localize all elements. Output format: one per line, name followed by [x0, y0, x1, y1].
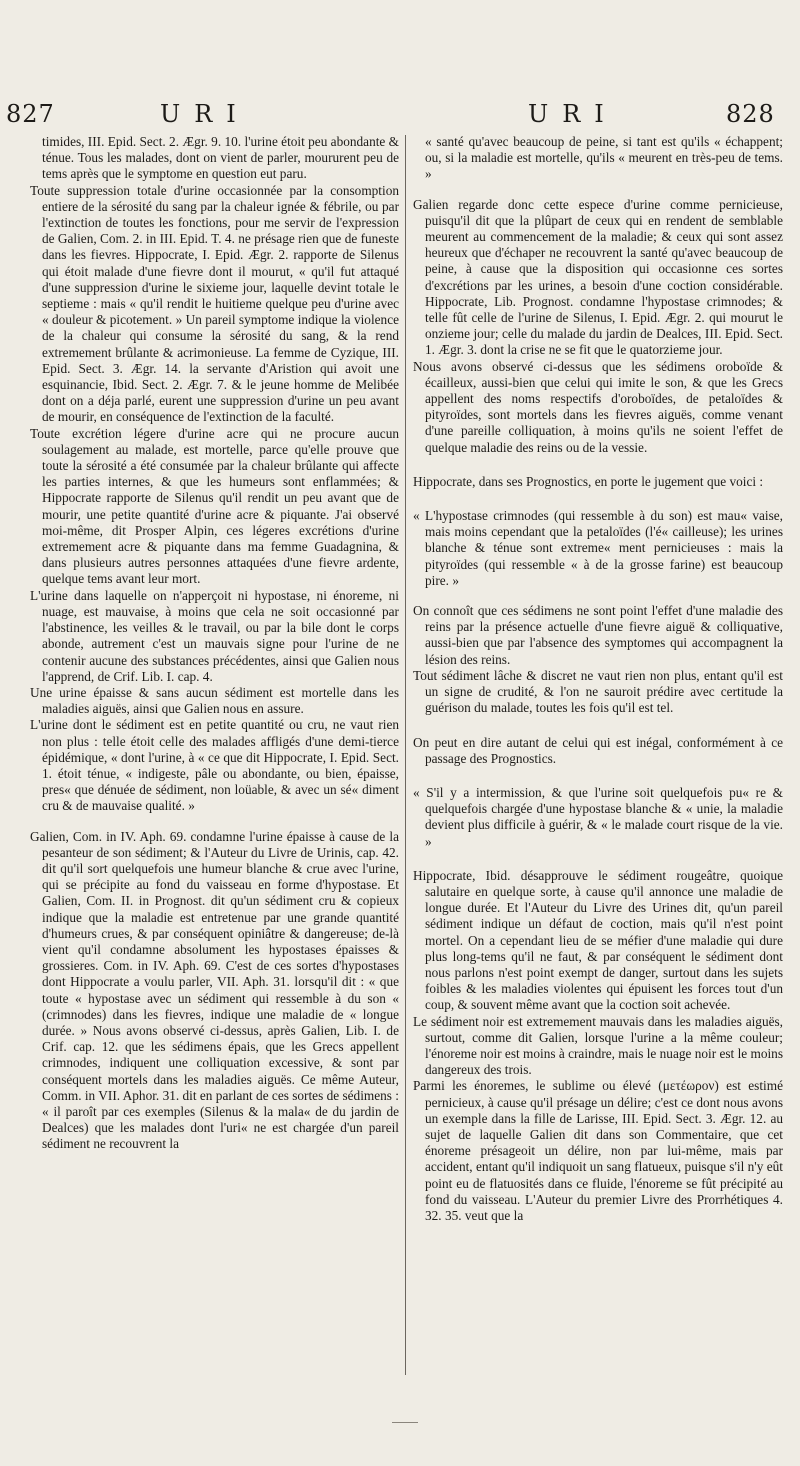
left-column: [30, 134, 399, 1153]
paragraph: On peut en dire autant de celui qui est inégal, conformément à ce passage des Prognostics.: [413, 734, 783, 766]
paragraph: Tout sédiment lâche & discret ne vaut rien non plus, entant qu'il est un signe de crudité, & l'on ne sauroit prédire avec certitude la guérison du malade, toutes les fois qu'il est tel.: [413, 667, 783, 716]
left-page-number: 827: [6, 100, 55, 128]
right-running-title: URI: [528, 100, 618, 128]
footer-mark: [392, 1422, 418, 1423]
paragraph: L'urine dont le sédiment est en petite quantité ou cru, ne vaut rien non plus : telle étoit celle des malades affligés d'une demi-tierce épidémique, « dont l'urine, à « ce que dit Hippocrate, I. Epid. Sect. 1. étoit ténue, « indigeste, pâle ou abondante, ou bien, épaisse, pres« que dénuée de sédiment, non loüable, & avec un sé« diment cru & de mauvaise qualité. »: [30, 717, 399, 814]
paragraph: timides, III. Epid. Sect. 2. Ægr. 9. 10. l'urine étoit peu abondante & ténue. Tous les malades, dont on vient de parler, moururent peu de tems après que le symptome en question eut paru.: [42, 134, 399, 182]
paragraph: Hippocrate, Ibid. désapprouve le sédiment rougeâtre, quoique salutaire en quelque sorte, à cause qu'il annonce une maladie de longue durée. Et l'Auteur du Livre des Urines dit, qu'un pareil sédiment indique un défaut de coction, mais qu'il n'est point mortel. On a cependant lieu de se méfier d'une maladie qui dure plus long-tems qu'il ne faut, & par conséquent le sédiment dont nous parlons n'est point exempt de danger, surtout dans les sujets foibles & les maladies violentes qui épuisent les forces tout d'un coup, & souvent même avant que la coction soit achevée.: [413, 867, 783, 1013]
paragraph: Parmi les énoremes, le sublime ou élevé (μετέωρον) est estimé pernicieux, à cause qu'il présage un délire; c'est ce dont nous avons un exemple dans la fille de Larisse, III. Epid. Sect. 3. Ægr. 12. au sujet de laquelle Galien dit dans son Commentaire, que cet énoreme présageoit un délire, non par lui-même, mais par accident, entant qu'il indiquoit un sang flatueux, puisque s'il n'y eût point eu de flatuosités dans ce fluide, l'énoreme se fût précipité au fond du vaisseau. L'Auteur du premier Livre des Prorrhétiques 4. 32. 35. veut que la: [413, 1078, 783, 1223]
column-divider: [405, 135, 406, 1375]
right-page-number: 828: [726, 100, 775, 128]
paragraph: Hippocrate, dans ses Prognostics, en porte le jugement que voici :: [413, 473, 764, 489]
quotation: « S'il y a intermission, & que l'urine soit quelquefois pu« re & quelquefois chargée d'une hypostase blanche & « unie, la maladie devient plus difficile à guérir, & « le malade court risque de la vie. »: [413, 784, 783, 849]
paragraph: « santé qu'avec beaucoup de peine, si tant est qu'ils « échappent; ou, si la maladie est mortelle, qu'ils « meurent en très-peu de tems. »: [425, 134, 783, 182]
paragraph: Nous avons observé ci-dessus que les sédimens oroboïde & écailleux, aussi-bien que celui qui imite le son, & que les Grecs appellent des noms respectifs d'oroboïdes, de petaloïdes & pityroïdes, sont mortels dans les fievres aiguës, comme venant d'une pareille colliquation, à moins qu'ils ne soient l'effet de quelque maladie des reins ou de la vessie.: [413, 358, 783, 455]
quotation: « L'hypostase crimnodes (qui ressemble à du son) est mau« vaise, mais moins cependant que la petaloïdes (l'é« cailleuse); les urines blanche & ténue sont extreme« ment pernicieuses : mais la pityroïdes (qui ressemble « à de la grosse farine) est beaucoup pire. »: [413, 508, 783, 588]
paragraph: On connoît que ces sédimens ne sont point l'effet d'une maladie des reins par la présence actuelle d'une fievre aiguë & colliquative, aussi-bien que par l'absence des symptomes qui accompagnent la lésion des reins.: [413, 603, 783, 667]
paragraph: L'urine dans laquelle on n'apperçoit ni hypostase, ni énoreme, ni nuage, est mauvaise, à moins que cela ne soit occasionné par l'abstinence, les veilles & le travail, ou par la bile dont le corps abonde, autrement c'est un mauvais signe pour l'urine de ne contenir aucune des substances précédentes, ainsi que Galien nous l'apprend, de Crif. Lib. I. cap. 4.: [30, 587, 399, 684]
paragraph: Le sédiment noir est extremement mauvais dans les maladies aiguës, surtout, comme dit Galien, lorsque l'urine a la même couleur; l'énoreme noir est moins à craindre, mais le nuage noir est le moins dangereux des trois.: [413, 1013, 783, 1078]
right-column: [413, 134, 783, 1224]
paragraph: Toute excrétion légere d'urine acre qui ne procure aucun soulagement au malade, est mortelle, parce qu'elle prouve que toute la sérosité a été consumée par la chaleur brûlante qui affecte les parties internes, & que les humeurs sont enflammées; & Hippocrate rapporte de Silenus qu'il rendit un peu avant que de mourir, une petite quantité d'urine acre & piquante. J'ai observé moi-même, dit Prosper Alpin, ces légeres excrétions d'urine extremement acre & piquante dans ma femme Guadagnina, & dans plusieurs autres personnes attaquées d'une fievre ardente, quelque tems avant leur mort.: [30, 425, 399, 587]
paragraph: Toute suppression totale d'urine occasionnée par la consomption entiere de la sérosité du sang par la chaleur ignée & fébrile, ou par l'extinction de toutes les fonctions, pour me servir de l'expression de Galien, Com. 2. in III. Epid. T. 4. ne présage rien que de funeste dans les fievres. Hippocrate, I. Epid. Ægr. 2. rapporte de Silenus qui étoit malade d'une fievre dont il mourut, « qu'il fut attaqué d'une suppression d'urine le sixieme jour, laquelle devint totale le septieme : mais « qu'il rendit le huitieme quelque peu d'urine avec « douleur & picotement. » Un pareil symptome indique la violence de la chaleur qui consume la sérosité du sang, & la rend extremement brûlante & acrimonieuse. La femme de Cyzique, III. Epid. Sect. 3. Ægr. 14. la servante d'Aristion qui avoit une esquinancie, Ibid. Sect. 2. Ægr. 7. & le jeune homme de Melibée dont on a déja parlé, eurent une suppression d'urine un peu avant de mourir, en conséquence de l'extinction de la faculté.: [30, 182, 399, 425]
paragraph: Galien, Com. in IV. Aph. 69. condamne l'urine épaisse à cause de la pesanteur de son sédiment; & l'Auteur du Livre de Urinis, cap. 42. dit qu'il sort quelquefois une humeur blanche & crue avec l'urine, qui se précipite au fond du vaisseau en forme d'hypostase. Et Galien, Com. II. in Prognost. dit qu'un sédiment cru & copieux indique que la maladie est entretenue par une grande quantité d'humeurs crues, & par conséquent opiniâtre & dangereuse; de-là vient qu'il condamne absolument les hypostases épaisses & grossieres. Com. in IV. Aph. 69. C'est de ces sortes d'hypostases dont Hippocrate a voulu parler, VII. Aph. 31. lorsqu'il dit : « que toute « hypostase avec un sédiment qui ressemble à du son « (crimnodes) dans les fievres, indique une maladie de « longue durée. » Nous avons observé ci-dessus, après Galien, Lib. I. de Crif. cap. 12. que les sédimens épais, que les Grecs appellent crimnodes, indiquent une colliquation excessive, & sont par conséquent mortels dans les maladies aiguës. Ce même Auteur, Comm. in VII. Aphor. 31. dit en parlant de ces sortes de sédimens : « il paroît par ces exemples (Silenus & la mala« de du jardin de Dealces) que les malades dont l'uri« ne est chargée d'un pareil sédiment ne recouvrent la: [30, 828, 399, 1152]
paragraph: Galien regarde donc cette espece d'urine comme pernicieuse, puisqu'il dit que la plûpart de ceux qui en rendent de semblable meurent au commencement de la maladie; & ceux qui sont assez heureux que d'échaper ne recouvrent la santé qu'avec beaucoup de peine, à cause que la disposition qui occasionne ces sortes d'excrétions par les urines, a besoin d'une coction considérable. Hippocrate, Lib. Prognost. condamne l'hypostase crimnodes; & telle fût celle de l'urine de Silenus, I. Epid. Ægr. 2. qui mourut le onzieme jour; celle du malade du jardin de Dealces, III. Epid. Sect. 1. Ægr. 3. dont la crise ne se fit que le quatorzieme jour.: [413, 196, 783, 358]
paragraph: Une urine épaisse & sans aucun sédiment est mortelle dans les maladies aiguës, ainsi que Galien nous en assure.: [30, 684, 399, 717]
left-running-title: URI: [160, 100, 250, 128]
